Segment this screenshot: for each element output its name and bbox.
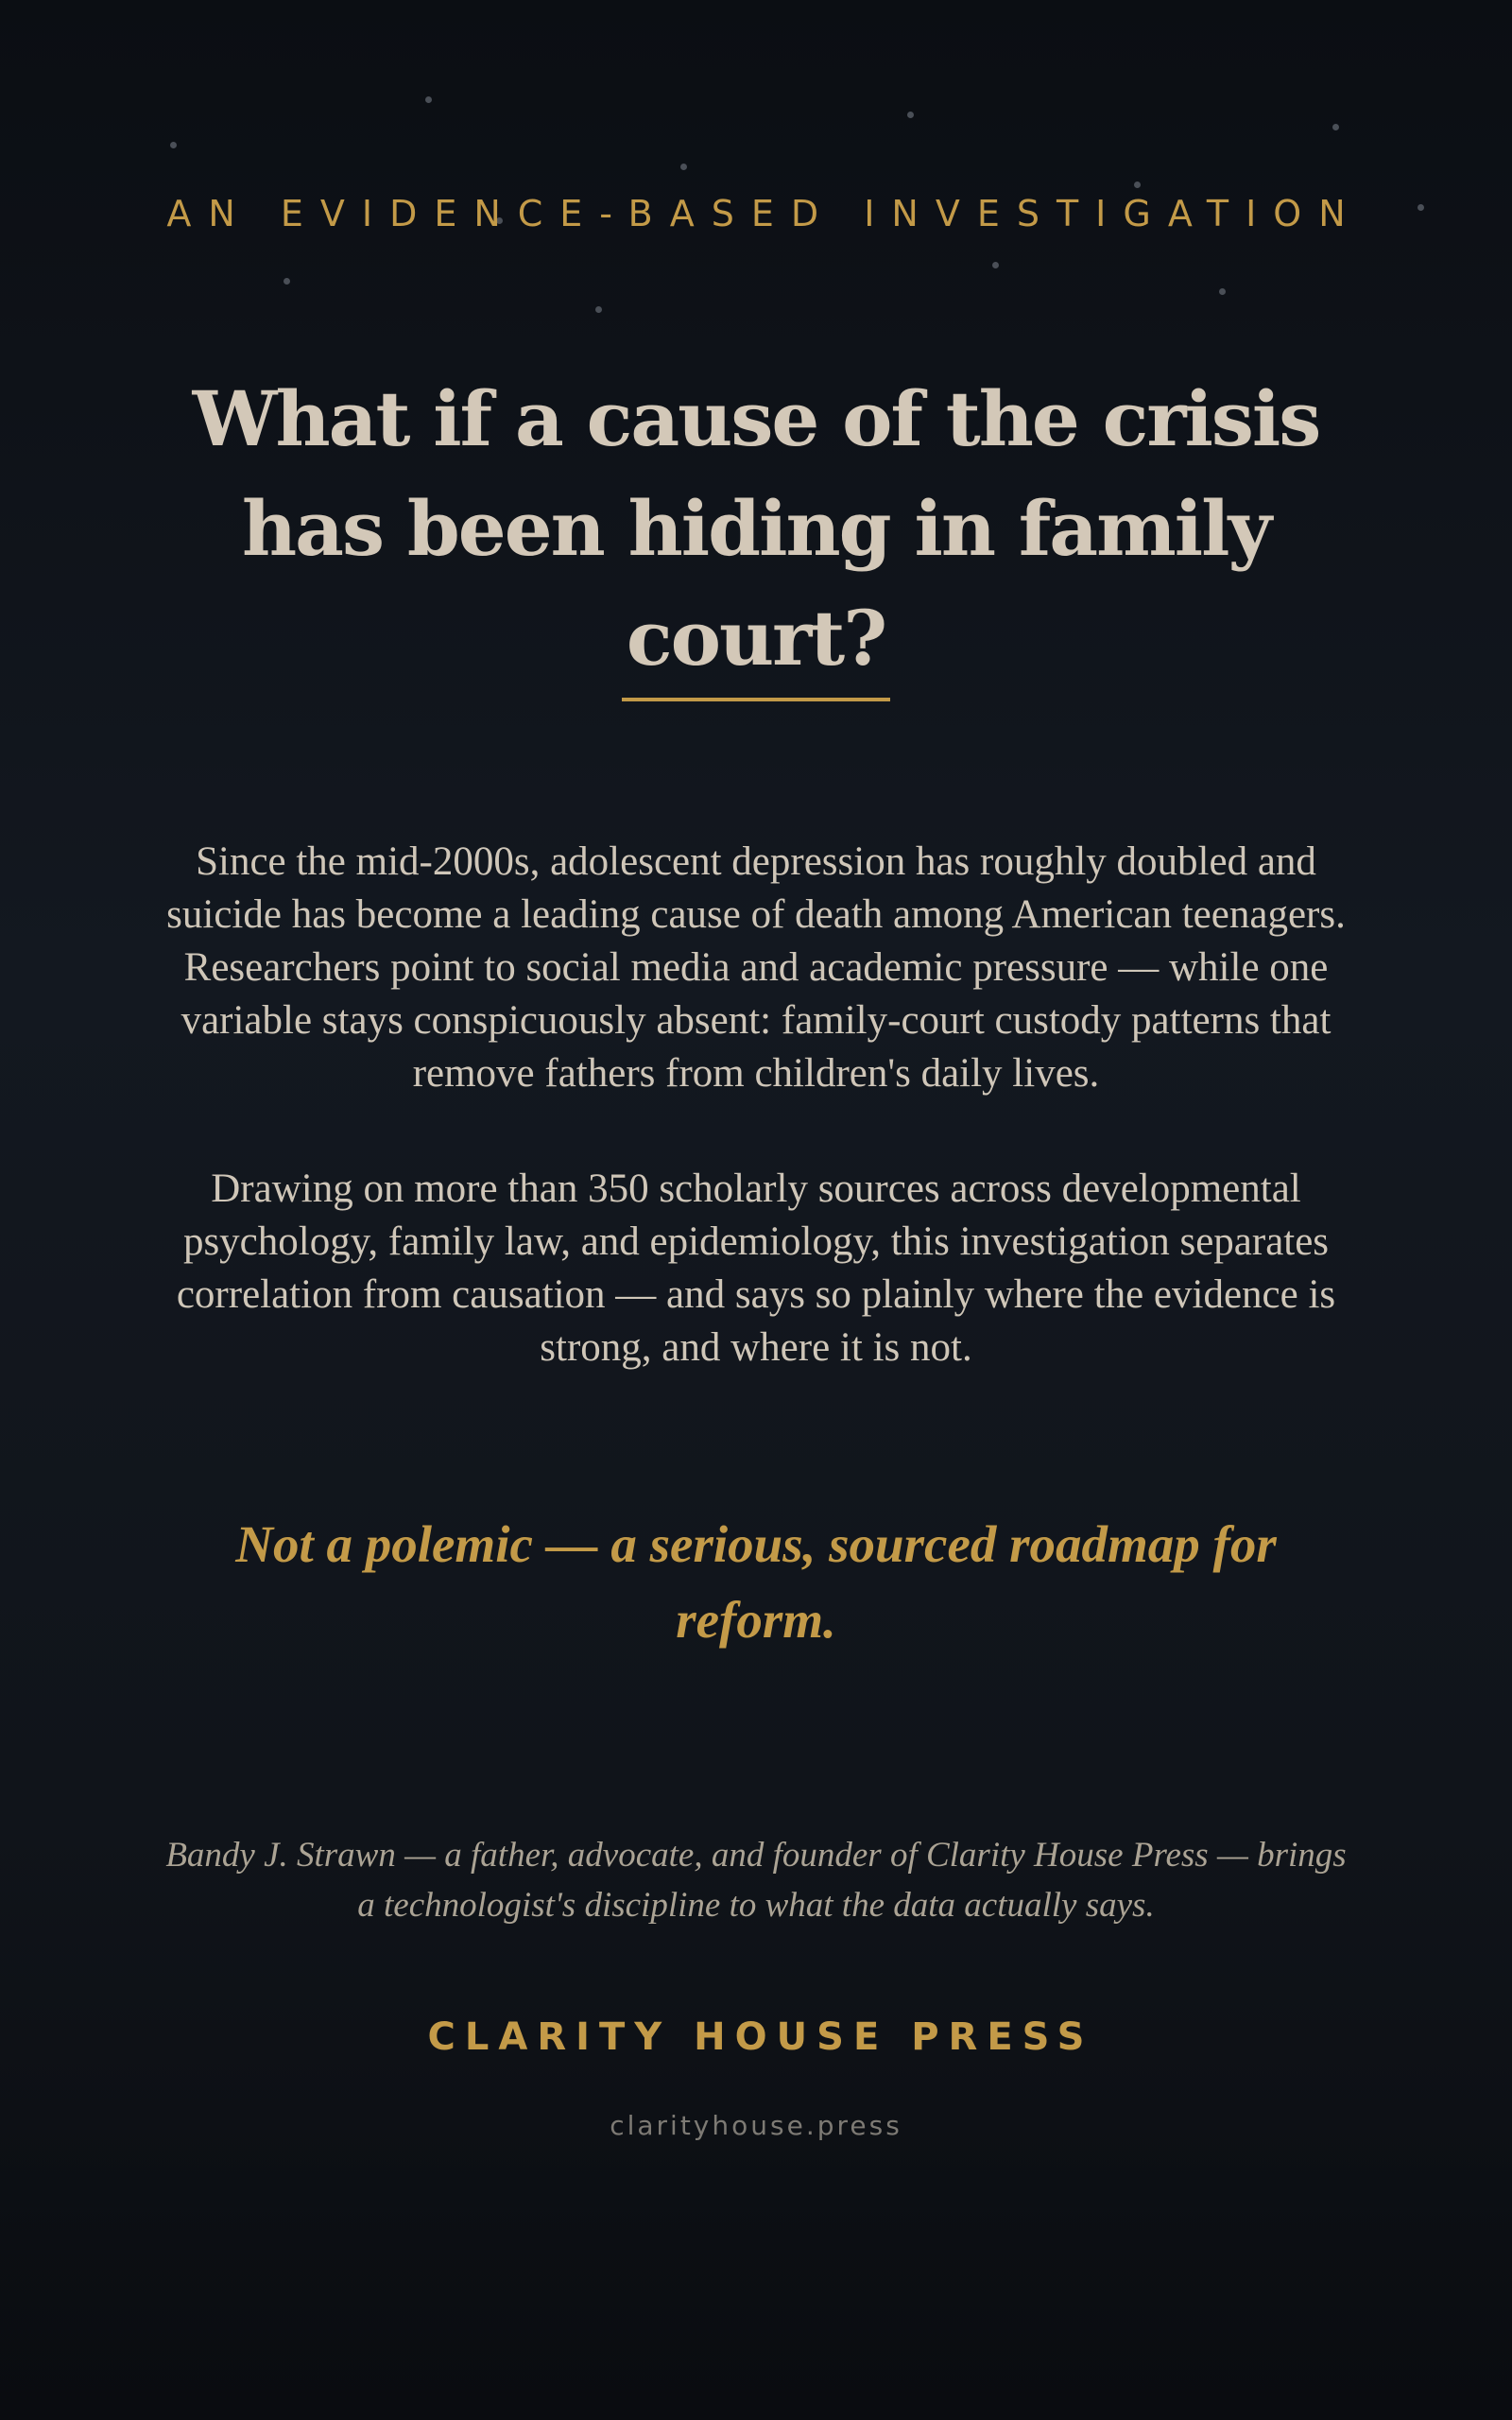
- decorative-starfield: [0, 0, 1512, 378]
- headline: What if a cause of the crisis has been hiding in family court?: [192, 374, 1320, 683]
- kicker-label: AN EVIDENCE-BASED INVESTIGATION: [166, 193, 1363, 234]
- tagline: Not a polemic — a serious, sourced roadmap for reform.: [235, 1515, 1277, 1649]
- star-dot: [595, 306, 602, 313]
- star-dot: [425, 96, 432, 103]
- publisher-name: CLARITY HOUSE PRESS: [427, 2015, 1094, 2059]
- star-dot: [1332, 124, 1339, 130]
- star-dot: [680, 164, 687, 170]
- author-bio: Bandy J. Strawn — a father, advocate, and founder of Clarity House Press — brings a technologist's discipline to what the data actually says.: [165, 1836, 1347, 1925]
- star-dot: [284, 278, 290, 285]
- publisher-url: clarityhouse.press: [610, 2110, 902, 2141]
- star-dot: [1219, 288, 1226, 295]
- body-paragraph-2: Drawing on more than 350 scholarly sources across developmental psychology, family law, and epidemiology, this investigation separates correlation from causation — and says so plainly where the evidence is strong, and where it is not.: [176, 1167, 1336, 1370]
- star-dot: [992, 262, 999, 268]
- star-dot: [907, 112, 914, 118]
- star-dot: [1134, 182, 1141, 188]
- body-paragraph-1: Since the mid-2000s, adolescent depression has roughly doubled and suicide has become a leading cause of death among American teenagers. Researchers point to social media and academic pressure — while one variable stays conspicuously absent: family-court custody patterns that remove fathers from children's daily lives.: [166, 839, 1346, 1096]
- divider-rule: [622, 698, 890, 701]
- star-dot: [170, 142, 177, 148]
